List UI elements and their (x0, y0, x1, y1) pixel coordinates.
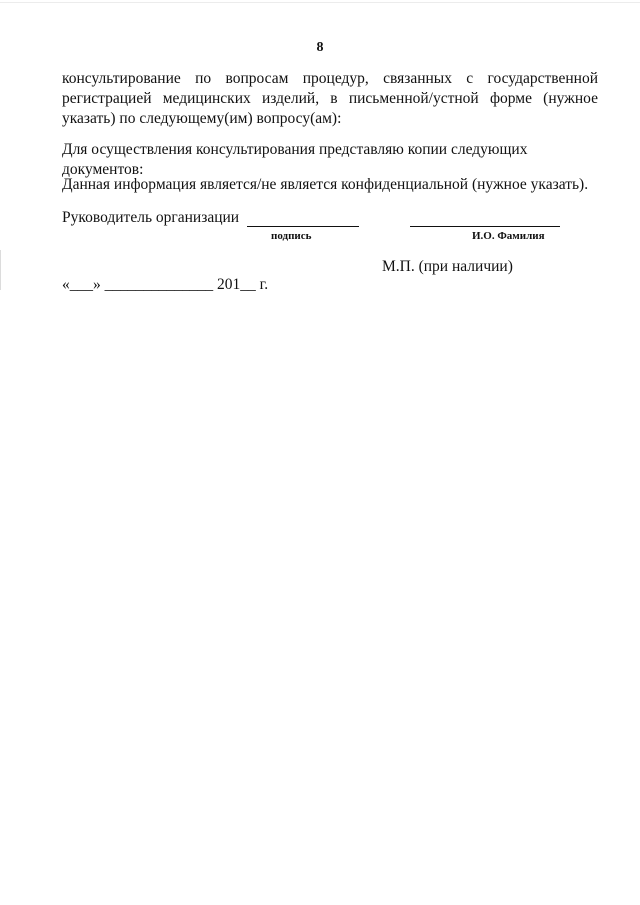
name-blank-line (410, 226, 560, 227)
signature-caption: подпись (271, 230, 312, 242)
scan-edge-mark (0, 250, 1, 290)
date-line: «___» ______________ 201__ г. (62, 276, 269, 293)
seal-note: М.П. (при наличии) (382, 258, 513, 275)
name-caption: И.О. Фамилия (472, 230, 545, 242)
signature-block (62, 209, 598, 249)
documents-paragraph: Для осуществления консультирования представляю копии следующих документов: (62, 141, 528, 178)
page-number: 8 (316, 40, 324, 55)
signature-blank-line (247, 226, 359, 227)
consultation-paragraph: консультирование по вопросам процедур, связанных с государственной регистрацией медицинских изделий, в письменной/устной форме (нужное указать) по следующему(им) вопросу(ам): (62, 70, 598, 127)
head-of-organization-label: Руководитель организации (62, 209, 240, 226)
scan-edge-line (0, 2, 640, 3)
confidentiality-paragraph: Данная информация является/не является конфиденциальной (нужное указать). (62, 176, 589, 193)
